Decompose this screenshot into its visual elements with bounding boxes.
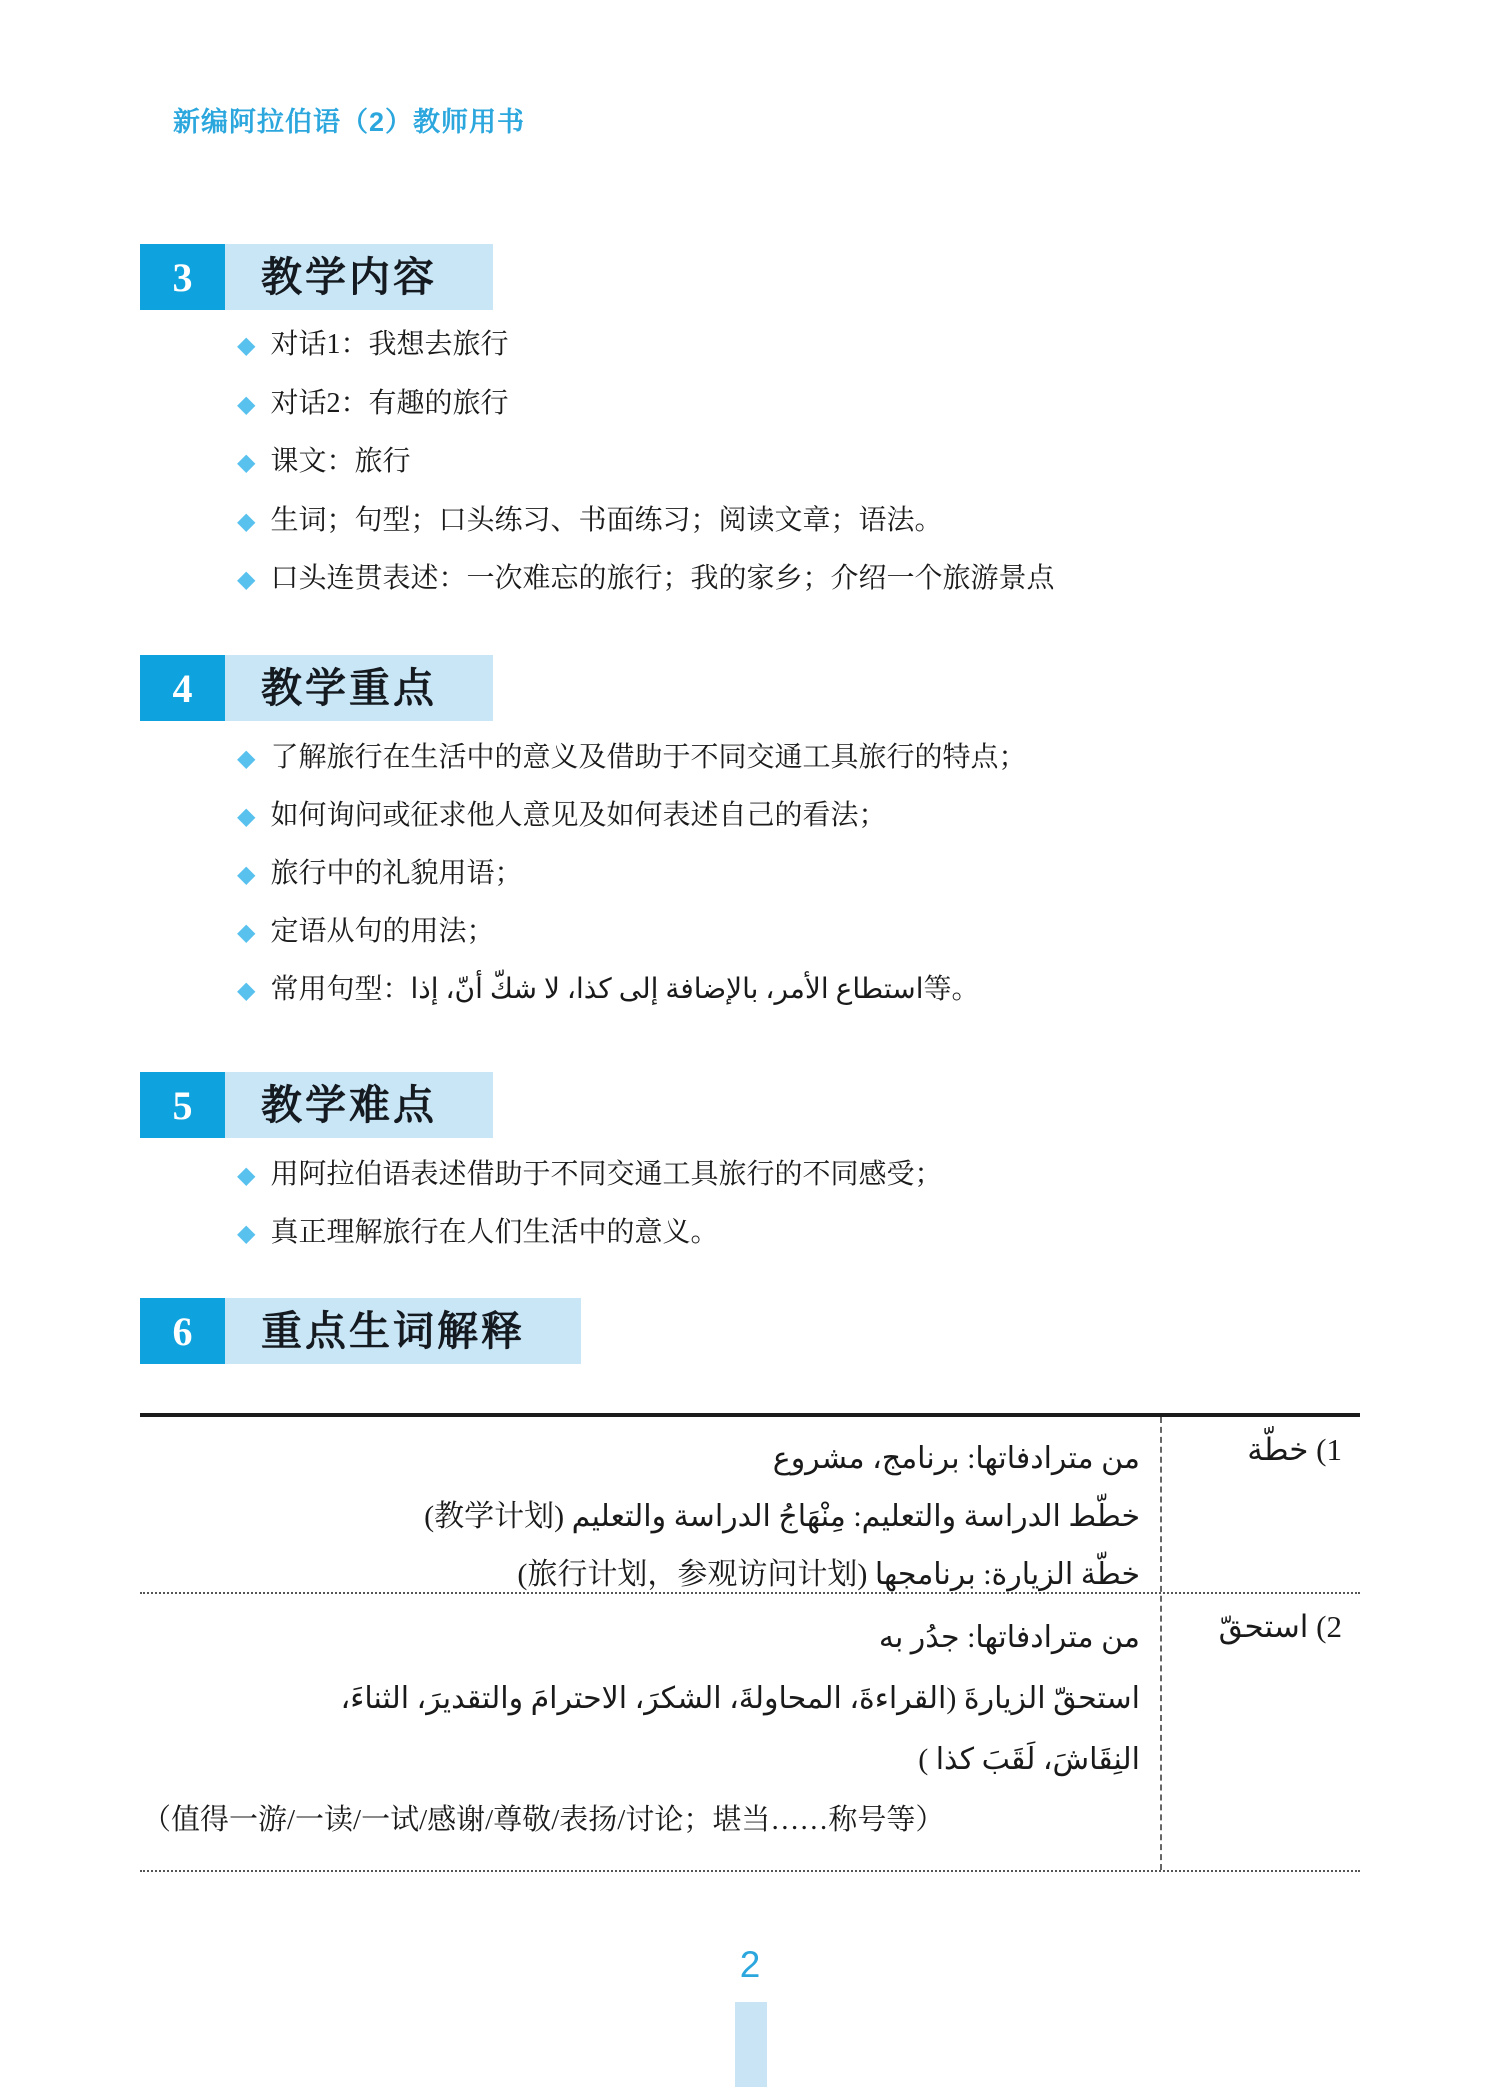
- definition-line: من مترادفاتها: برنامج، مشروع: [772, 1442, 1140, 1475]
- diamond-bullet-icon: ◆: [237, 976, 256, 1004]
- page-number: 2: [739, 1944, 761, 1985]
- list-item: [237, 729, 1387, 787]
- bullet-text: 课文：旅行: [270, 446, 411, 477]
- table-row: [140, 1594, 1360, 1870]
- list-item: [237, 375, 1387, 434]
- diamond-bullet-icon: ◆: [237, 860, 256, 888]
- book-title: 新编阿拉伯语（2）教师用书: [173, 107, 526, 137]
- section-title: 教学内容: [225, 244, 493, 310]
- section-header-teaching-focus: [140, 655, 493, 721]
- section-difficulties-list: [237, 1146, 1387, 1262]
- list-item: [237, 961, 1387, 1019]
- list-item: [237, 1204, 1387, 1262]
- section-content-list: [237, 316, 1387, 609]
- vocab-term-cell: 1) خطّة: [1247, 1432, 1342, 1467]
- bullet-text: 生词；句型；口头练习、书面练习；阅读文章；语法。: [270, 504, 943, 536]
- bullet-text: 口头连贯表述：一次难忘的旅行；我的家乡；介绍一个旅游景点: [270, 563, 1055, 594]
- vocab-term-cell: 2) استحقّ: [1218, 1609, 1342, 1644]
- definition-line: من مترادفاتها: جدُر به: [878, 1621, 1140, 1654]
- footer-decoration-bar: [735, 2002, 767, 2087]
- section-header-teaching-difficulties: [140, 1072, 493, 1138]
- list-item: [237, 550, 1387, 609]
- section-number: 3: [140, 244, 225, 310]
- section-title: 教学难点: [225, 1072, 493, 1138]
- diamond-bullet-icon: ◆: [237, 331, 256, 359]
- bullet-text: 旅行中的礼貌用语；: [270, 858, 523, 889]
- section-number: 4: [140, 655, 225, 721]
- section-title: 教学重点: [225, 655, 493, 721]
- definition-line-chinese: （值得一游/一读/一试/感谢/尊敬/表扬/讨论；堪当……称号等）: [142, 1804, 945, 1836]
- bullet-text: 真正理解旅行在人们生活中的意义。: [270, 1217, 719, 1248]
- diamond-bullet-icon: ◆: [237, 506, 256, 535]
- table-row: [140, 1417, 1360, 1594]
- diamond-bullet-icon: ◆: [237, 744, 256, 772]
- list-item: [237, 433, 1387, 492]
- section-title: 重点生词解释: [225, 1298, 581, 1364]
- vocab-definition-cell: [140, 1594, 1160, 1851]
- list-item: [237, 316, 1387, 375]
- diamond-bullet-icon: ◆: [237, 448, 256, 476]
- diamond-bullet-icon: ◆: [237, 1219, 256, 1247]
- vocab-table: [140, 1413, 1360, 1872]
- bullet-text: 了解旅行在生活中的意义及借助于不同交通工具旅行的特点；: [270, 742, 1027, 773]
- bullet-text: 用阿拉伯语表述借助于不同交通工具旅行的不同感受；: [270, 1159, 943, 1190]
- definition-line: النِقَاشَ، لَقَبَ كذا ): [918, 1743, 1140, 1776]
- diamond-bullet-icon: ◆: [237, 565, 256, 593]
- list-item: [237, 787, 1387, 845]
- list-item: [237, 492, 1387, 551]
- diamond-bullet-icon: ◆: [237, 1161, 256, 1189]
- section-focus-list: [237, 729, 1387, 1019]
- section-header-key-vocab: [140, 1298, 581, 1364]
- diamond-bullet-icon: ◆: [237, 918, 256, 946]
- section-header-teaching-content: [140, 244, 493, 310]
- bullet-text: 常用句型：استطاع الأمر، بالإضافة إلى كذا، لا شكّ أنّ، إذا等。: [270, 974, 980, 1005]
- list-item: [237, 1146, 1387, 1204]
- diamond-bullet-icon: ◆: [237, 389, 256, 418]
- list-item: [237, 845, 1387, 903]
- definition-line: استحقّ الزيارةَ (القراءةَ، المحاولةَ، الشكرَ، الاحترامَ والتقديرَ، الثناءَ،: [340, 1682, 1140, 1715]
- vocab-definition-cell: [140, 1417, 1160, 1604]
- diamond-bullet-icon: ◆: [237, 802, 256, 830]
- section-number: 5: [140, 1072, 225, 1138]
- bullet-text: 对话2：有趣的旅行: [270, 387, 509, 419]
- list-item: [237, 903, 1387, 961]
- section-number: 6: [140, 1298, 225, 1364]
- bullet-text: 如何询问或征求他人意见及如何表述自己的看法；: [270, 800, 887, 831]
- definition-line: خطّة الزيارة: برنامجها (旅行计划，参观访问计划): [517, 1558, 1140, 1591]
- bullet-text: 定语从句的用法；: [270, 916, 495, 947]
- definition-line: خطّط الدراسة والتعليم: مِنْهَاجُ الدراسة والتعليم (教学计划): [424, 1500, 1140, 1533]
- bullet-text: 对话1：我想去旅行: [270, 329, 509, 360]
